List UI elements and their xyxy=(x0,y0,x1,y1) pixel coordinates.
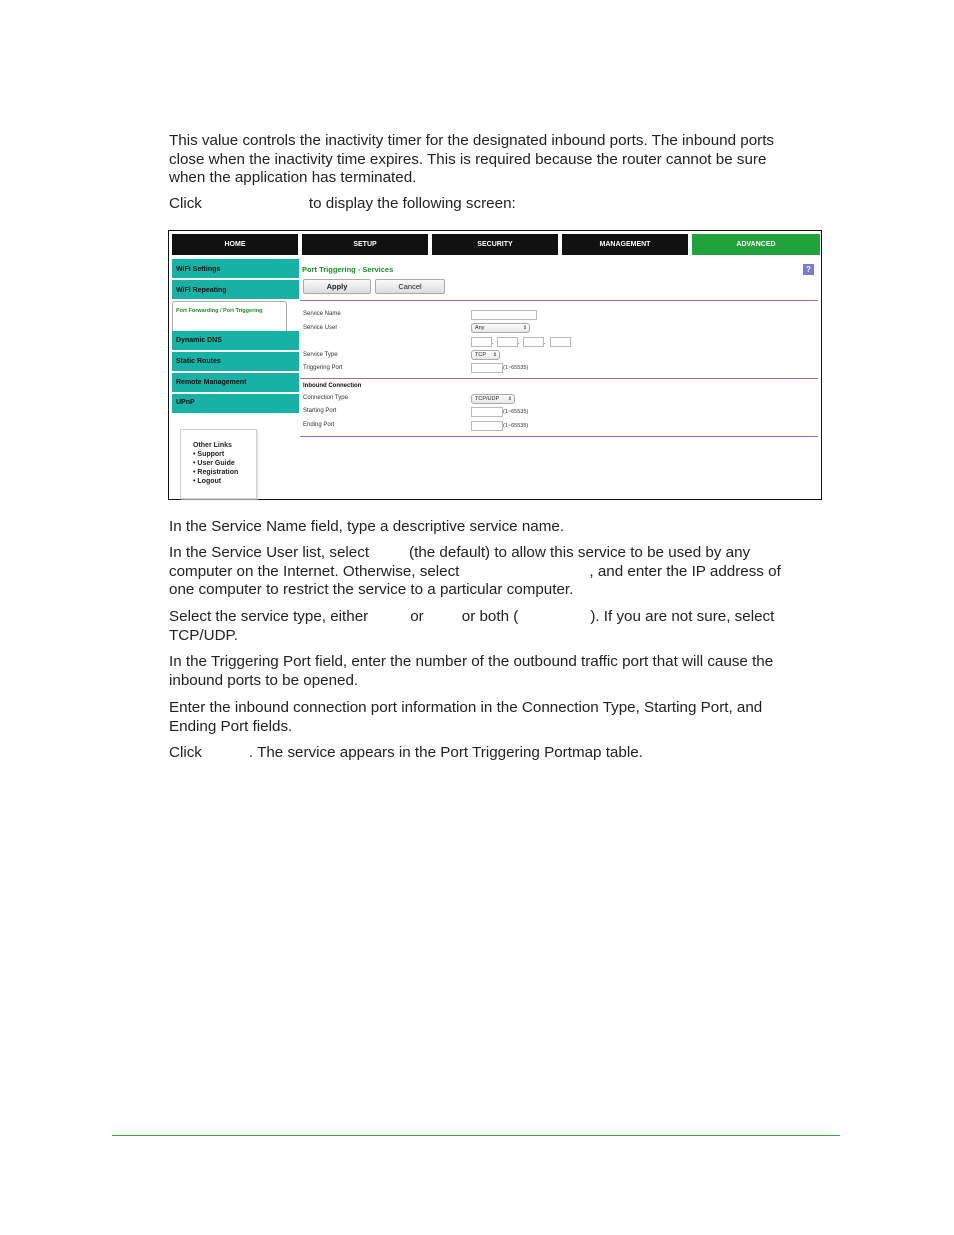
text-line: inbound ports to be opened. xyxy=(169,671,359,689)
click-instruction xyxy=(169,195,839,214)
text-line: or xyxy=(410,608,424,625)
ip-dot: . xyxy=(492,340,494,346)
text-line: , and enter the IP address of xyxy=(589,562,781,580)
starting-port-input[interactable] xyxy=(471,407,503,417)
sidebar-item-port-forwarding[interactable]: Port Forwarding / Port Triggering xyxy=(172,301,287,337)
range-hint: (1~65535) xyxy=(503,365,529,371)
sidebar-item-remote-management[interactable]: Remote Management xyxy=(172,373,299,393)
connection-type-label: Connection Type xyxy=(303,395,348,401)
service-type-label: Service Type xyxy=(303,352,338,358)
sidebar-item-static-routes[interactable]: Static Routes xyxy=(172,352,299,372)
select-arrow-icon: ⇕ xyxy=(522,325,527,331)
divider xyxy=(300,378,818,379)
text-line: Ending Port fields. xyxy=(169,717,293,735)
starting-port-label: Starting Port xyxy=(303,408,337,414)
text-line: to display the following screen: xyxy=(308,195,516,212)
ending-port-input[interactable] xyxy=(471,421,503,431)
range-hint: (1~65535) xyxy=(503,409,529,415)
step-triggering-port xyxy=(169,653,839,690)
footer-rule xyxy=(112,1135,840,1136)
triggering-port-label: Triggering Port xyxy=(303,365,343,371)
text-line: TCP/UDP. xyxy=(169,626,238,644)
text-line: In the Service Name field, type a descriptive service name. xyxy=(169,518,565,535)
ip-dot: . xyxy=(544,340,546,346)
link-user-guide[interactable]: • User Guide xyxy=(193,460,235,467)
service-name-input[interactable] xyxy=(471,310,537,320)
service-user-select[interactable]: Any ⇕ xyxy=(471,323,530,333)
ip-dot: . xyxy=(518,340,520,346)
text-line: Click xyxy=(169,195,202,212)
other-links-title: Other Links xyxy=(193,442,232,449)
service-type-select[interactable]: TCP ⇕ xyxy=(471,350,500,360)
tab-advanced[interactable]: ADVANCED xyxy=(692,234,820,255)
text-line: (the default) to allow this service to be used by any xyxy=(409,544,751,561)
router-screenshot xyxy=(168,230,822,500)
link-support[interactable]: • Support xyxy=(193,451,225,458)
text-line: close when the inactivity time expires. This is required because the router cannot be sure xyxy=(169,150,767,168)
apply-button[interactable]: Apply xyxy=(303,279,371,294)
service-name-label: Service Name xyxy=(303,311,341,317)
tab-security[interactable]: SECURITY xyxy=(432,234,558,255)
link-logout[interactable]: • Logout xyxy=(193,478,222,485)
sidebar-item-wifi-repeating[interactable]: WiFi Repeating xyxy=(172,280,299,300)
link-registration[interactable]: • Registration xyxy=(193,469,239,476)
cancel-button[interactable]: Cancel xyxy=(375,279,445,294)
step-inbound xyxy=(169,699,839,736)
text-line: Enter the inbound connection port information in the Connection Type, Starting Port, and xyxy=(169,699,763,716)
text-line: In the Service User list, select xyxy=(169,544,370,561)
ip-octet-4[interactable] xyxy=(550,337,571,347)
service-user-label: Service User xyxy=(303,325,338,331)
text-line: when the application has terminated. xyxy=(169,169,417,186)
sidebar-item-wifi-settings[interactable]: WiFi Settings xyxy=(172,259,299,279)
ip-octet-3[interactable] xyxy=(523,337,544,347)
text-line: Select the service type, either xyxy=(169,608,369,625)
other-links-box xyxy=(180,429,257,499)
text-line: or both ( xyxy=(461,608,519,625)
text-line: . The service appears in the Port Triggering Portmap table. xyxy=(248,744,643,761)
tab-management[interactable]: MANAGEMENT xyxy=(562,234,688,255)
ending-port-label: Ending Port xyxy=(303,422,335,428)
text-line: one computer to restrict the service to a particular computer. xyxy=(169,581,574,598)
text-line: In the Triggering Port field, enter the number of the outbound traffic port that will cause the xyxy=(169,653,774,670)
ip-octet-1[interactable] xyxy=(471,337,492,347)
sidebar-item-dynamic-dns[interactable]: Dynamic DNS xyxy=(172,331,299,351)
text-line: This value controls the inactivity timer for the designated inbound ports. The inbound ports xyxy=(169,132,775,149)
intro-paragraph xyxy=(169,132,839,188)
divider xyxy=(300,300,818,301)
step-click-apply xyxy=(169,744,839,763)
step-service-name xyxy=(169,518,839,537)
range-hint: (1~65535) xyxy=(503,423,529,429)
page-title: Port Triggering - Services xyxy=(302,265,394,274)
text-line: ). If you are not sure, select xyxy=(590,608,775,625)
nav-tabs xyxy=(172,234,820,255)
help-icon[interactable]: ? xyxy=(803,264,814,275)
text-line: Click xyxy=(169,744,202,761)
step-service-user xyxy=(169,544,839,600)
step-service-type xyxy=(169,608,839,645)
sidebar-item-upnp[interactable]: UPnP xyxy=(172,394,299,414)
ip-octet-2[interactable] xyxy=(497,337,518,347)
triggering-port-input[interactable] xyxy=(471,363,503,373)
select-arrow-icon: ⇕ xyxy=(492,352,497,358)
divider xyxy=(300,436,818,437)
connection-type-select[interactable]: TCP/UDP ⇕ xyxy=(471,394,515,404)
tab-setup[interactable]: SETUP xyxy=(302,234,428,255)
text-line: computer on the Internet. Otherwise, select xyxy=(169,562,460,580)
tab-home[interactable]: HOME xyxy=(172,234,298,255)
select-arrow-icon: ⇕ xyxy=(507,396,512,402)
inbound-heading: Inbound Connection xyxy=(303,383,362,389)
